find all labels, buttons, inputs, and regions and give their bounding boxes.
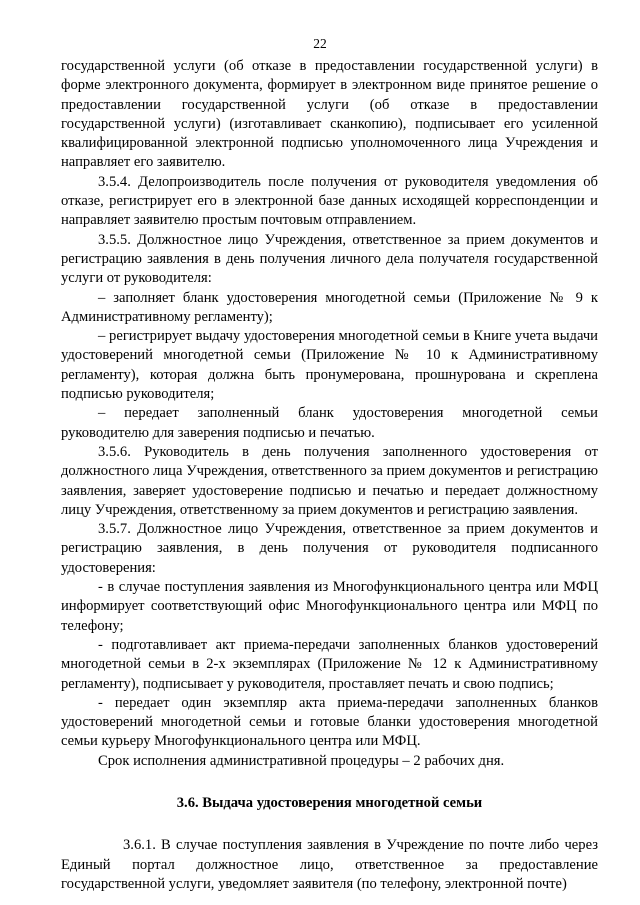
list-item-transfer: – передает заполненный бланк удостоверения многодетной семьи руководителю для заверения подписью и печатью. (61, 405, 598, 441)
paragraph-3-5-5: 3.5.5. Должностное лицо Учреждения, ответственное за прием документов и регистрацию заявления в день получения личного дела получателя государственной услуги от руководителя: (61, 231, 598, 287)
list-item-fill-form: – заполняет бланк удостоверения многодетной семьи (Приложение № 9 к Административному регламенту); (61, 289, 598, 325)
paragraph-3-5-6: 3.5.6. Руководитель в день получения заполненного удостоверения от должностного лица Учреждения, ответственного за прием документов и регистрацию заявления, заверяет удостоверение подписью и печатью и передает должностному лицу Учреждения, ответственному за прием документов и регистрацию заявления. (61, 443, 598, 518)
list-item-prepare-act: - подготавливает акт приема-передачи заполненных бланков удостоверений многодетной семьи в 2-х экземплярах (Приложение № 12 к Административному регламенту), подписывает у руководителя, проставляет печать и свою подпись; (61, 636, 598, 692)
section-heading: 3.6. Выдача удостоверения многодетной семьи (176, 794, 483, 811)
paragraph-continuation: государственной услуги (об отказе в предоставлении государственной услуги) в форме электронного документа, формирует в электронном виде принятое решение о предоставлении государственной услуги (об отказе в предоставлении государственной услуги) (изготавливает сканкопию), подписывает его усиленной квалифицированной электронной подписью уполномоченного лица Учреждения и направляет его заявителю. (61, 58, 598, 171)
page-number: 22 (313, 36, 327, 51)
paragraph-3-5-4: 3.5.4. Делопроизводитель после получения от руководителя уведомления об отказе, регистрирует его в электронной базе данных исходящей корреспонденции и направляет заявителю простым почтовым отправлением. (61, 173, 598, 229)
paragraph-3-5-7: 3.5.7. Должностное лицо Учреждения, ответственное за прием документов и регистрацию заявления, в день получения от руководителя подписанного удостоверения: (61, 521, 598, 576)
paragraph-deadline: Срок исполнения административной процедуры – 2 рабочих дня. (98, 752, 505, 769)
list-item-inform-mfc: - в случае поступления заявления из Многофункционального центра или МФЦ информирует соответствующий офис Многофункционального центра или МФЦ по телефону; (61, 579, 598, 634)
paragraph-3-6-1: 3.6.1. В случае поступления заявления в Учреждение по почте либо через Единый портал должностное лицо, ответственное за предоставление государственной услуги, уведомляет заявителя (по телефону, электронной почте) (61, 837, 598, 892)
document-body (61, 57, 598, 894)
list-item-hand-over: - передает один экземпляр акта приема-передачи заполненных бланков удостоверений многодетной семьи и готовые бланки удостоверения многодетной семьи курьеру Многофункционального центра или МФЦ. (61, 694, 598, 750)
list-item-register: – регистрирует выдачу удостоверения многодетной семьи в Книге учета выдачи удостоверений многодетной семьи (Приложение № 10 к Административному регламенту), которая должна быть пронумерована, прошнурована и скреплена подписью руководителя; (61, 328, 598, 403)
